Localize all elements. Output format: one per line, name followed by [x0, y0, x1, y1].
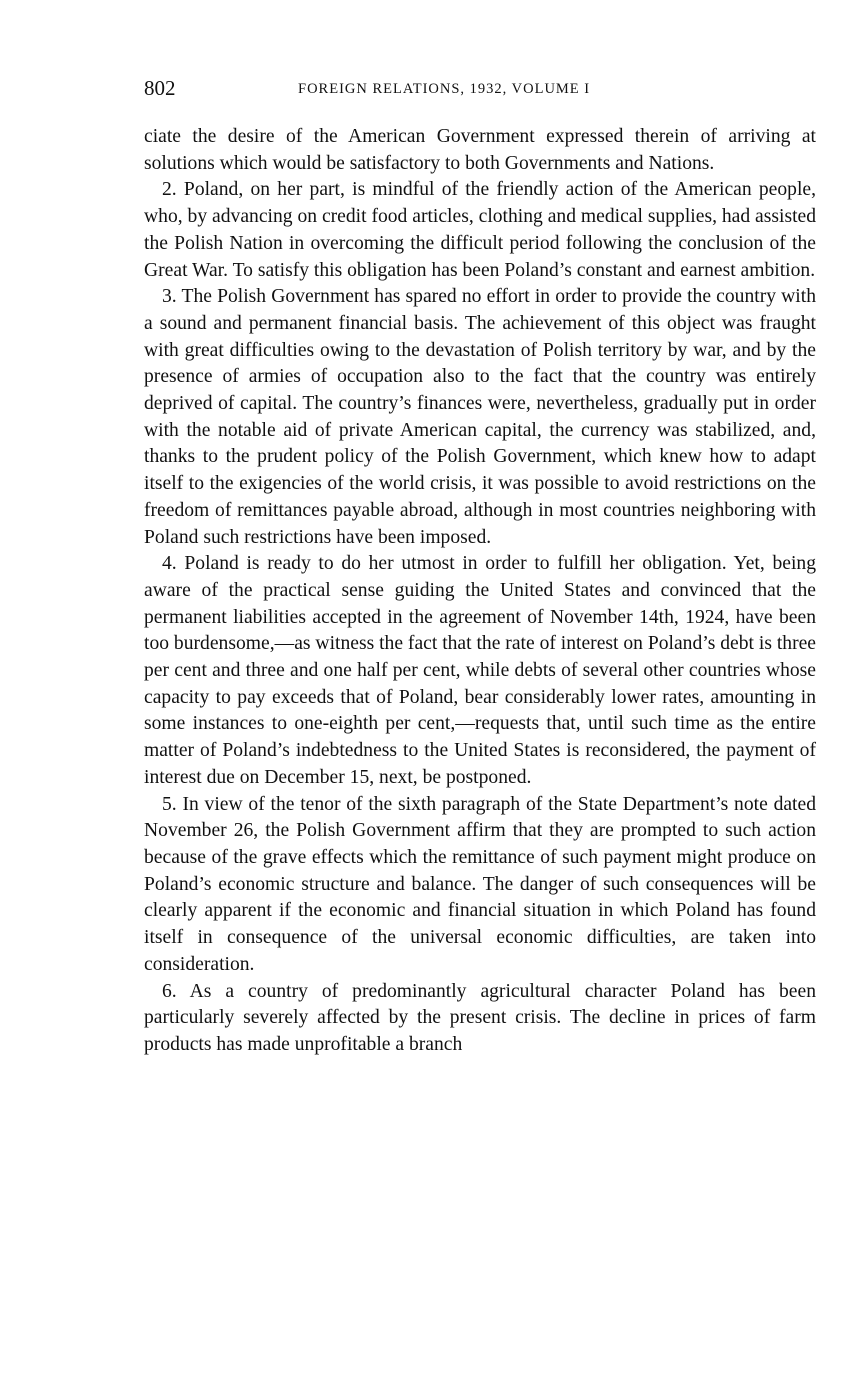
paragraph-5: 5. In view of the tenor of the sixth paragraph of the State Department’s note dated November 26, the Polish Government affirm that they are prompted to such action because of the grave effects which the remittance of such payment might produce on Poland’s economic structure and balance. The danger of such consequences will be clearly apparent if the economic and financial situation in which Poland has found itself in consequence of the universal economic difficulties, are taken into consideration.: [144, 793, 816, 975]
paragraph-2: 2. Poland, on her part, is mindful of the friendly action of the American people, who, by advancing on credit food articles, clothing and medical supplies, had assisted the Polish Nation in overcoming the difficult period following the conclusion of the Great War. To satisfy this obligation has been Poland’s constant and earnest ambition.: [144, 179, 817, 281]
paragraph-3: 3. The Polish Government has spared no effort in order to provide the country with a sound and permanent financial basis. The achievement of this object was fraught with great difficulties owing to the devastation of Polish territory by war, and by the presence of armies of occupation also to the fact that the country was entirely deprived of capital. The country’s finances were, nevertheless, gradually put in order with the notable aid of private American capital, the currency was stabilized, and, thanks to the prudent policy of the Polish Government, which knew how to adapt itself to the exigencies of the world crisis, it was possible to avoid restrictions on the freedom of remittances payable abroad, although in most countries neighboring with Poland such restrictions have been imposed.: [144, 286, 816, 548]
paragraph-6: 6. As a country of predominantly agricultural character Poland has been particularly severely affected by the present crisis. The decline in prices of farm products has made unprofitable a branch: [144, 980, 816, 1055]
document-page: [144, 72, 816, 1059]
paragraph-continued: ciate the desire of the American Government expressed therein of arriving at solutions which would be satisfactory to both Governments and Nations.: [144, 126, 816, 174]
running-title: FOREIGN RELATIONS, 1932, VOLUME I: [298, 81, 591, 97]
running-header: [144, 72, 816, 106]
page-number: 802: [144, 76, 176, 100]
body-text: [144, 124, 816, 1059]
paragraph-4: 4. Poland is ready to do her utmost in order to fulfill her obligation. Yet, being aware of the practical sense guiding the United States and convinced that the permanent liabilities accepted in the agreement of November 14th, 1924, have been too burdensome,—as witness the fact that the rate of interest on Poland’s debt is three per cent and three and one half per cent, while debts of several other countries whose capacity to pay exceeds that of Poland, bear considerably lower rates, amounting in some instances to one-eighth per cent,—requests that, until such time as the entire matter of Poland’s indebtedness to the United States is reconsidered, the payment of interest due on December 15, next, be postponed.: [144, 553, 817, 788]
